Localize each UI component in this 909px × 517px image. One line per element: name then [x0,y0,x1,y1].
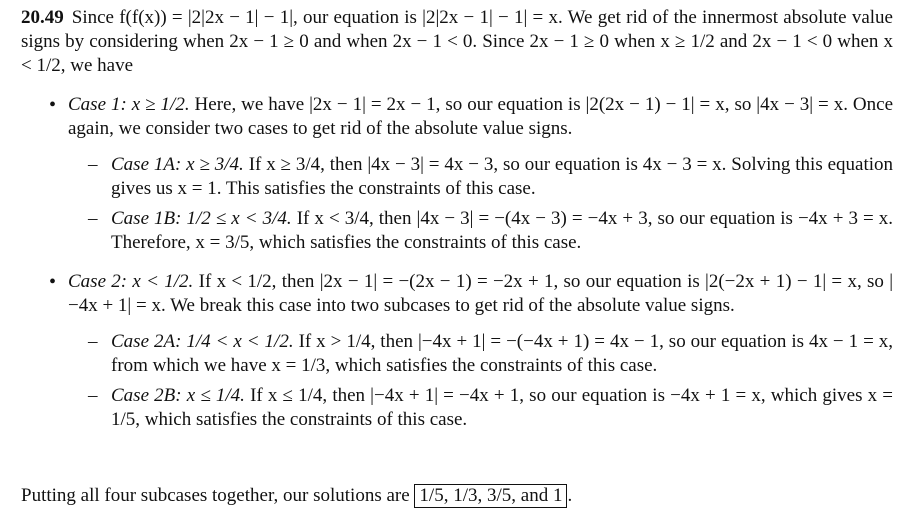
case-1-text [68,93,893,141]
case-1a-body: If x ≥ 3/4, then |4x − 3| = 4x − 3, so our equation is 4x − 3 = x. Solving this equation gives us x = 1. This satisfies the constraints of this case. [111,154,894,199]
case-2b [68,384,893,432]
dash-icon: – [88,154,98,175]
conclusion-text: Putting all four subcases together, our solutions are [21,485,410,506]
case-1-label: Case 1: x ≥ 1/2. [68,94,190,115]
case-2a-label: Case 2A: 1/4 < x < 1/2. [111,331,294,352]
intro-paragraph [21,6,893,78]
case-list [21,93,893,432]
case-2a [68,330,893,378]
bullet-icon: • [49,94,57,116]
case-1b-body: If x < 3/4, then |4x − 3| = −(4x − 3) = −4x + 3, so our equation is −4x + 3 = x. Therefore, x = 3/5, which satisfies the constraints of this case. [111,208,894,253]
case-2b-body: If x ≤ 1/4, then |−4x + 1| = −4x + 1, so our equation is −4x + 1 = x, which gives x = 1/5, which satisfies the constraints of this case. [111,385,893,430]
case-2-body: If x < 1/2, then |2x − 1| = −(2x − 1) = −2x + 1, so our equation is |2(−2x + 1) − 1| = x, so |−4x + 1| = x. We break this case into two subcases to get rid of the absolute value signs. [68,271,893,316]
dash-icon: – [88,385,98,406]
case-1b [68,207,893,255]
case-1a-label: Case 1A: x ≥ 3/4. [111,154,244,175]
problem-number: 20.49 [21,7,64,28]
case-1b-label: Case 1B: 1/2 ≤ x < 3/4. [111,208,292,229]
case-2b-label: Case 2B: x ≤ 1/4. [111,385,245,406]
intro-text: Since f(f(x)) = |2|2x − 1| − 1|, our equation is |2|2x − 1| − 1| = x. We get rid of the innermost absolute value signs by considering when 2x − 1 ≥ 0 and when 2x − 1 < 0. Since 2x − 1 ≥ 0 when x ≥ 1/2 and 2x − 1 < 0 when x < 1/2, we have [21,7,893,76]
case-2a-body: If x > 1/4, then |−4x + 1| = −(−4x + 1) = 4x − 1, so our equation is 4x − 1 = x, from which we have x = 1/3, which satisfies the constraints of this case. [111,331,893,376]
case-1-subcases [68,153,893,255]
case-1-body: Here, we have |2x − 1| = 2x − 1, so our equation is |2(2x − 1) − 1| = x, so |4x − 3| = x. Once again, we consider two cases to get rid of the absolute value signs. [68,94,894,139]
case-1 [21,93,893,255]
final-answer-box: 1/5, 1/3, 3/5, and 1 [414,484,567,508]
solution-document [21,6,893,438]
case-2 [21,270,893,432]
case-2-subcases [68,330,893,432]
dash-icon: – [88,208,98,229]
case-2-text [68,270,893,318]
conclusion [21,484,572,508]
conclusion-period: . [567,485,573,506]
case-2-label: Case 2: x < 1/2. [68,271,194,292]
case-1a [68,153,893,201]
dash-icon: – [88,331,98,352]
bullet-icon: • [49,271,57,293]
